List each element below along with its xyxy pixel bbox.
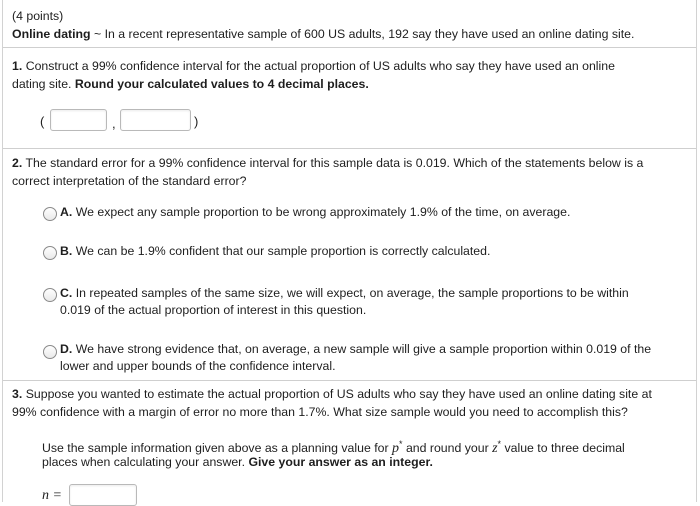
q2-option-b-letter: B.: [60, 244, 73, 258]
divider: [3, 380, 696, 381]
q2-option-a-letter: A.: [60, 205, 73, 219]
q2-option-c-text-line1: In repeated samples of the same size, we will expect, on average, the sample proportions to be within: [75, 286, 629, 300]
q2-option-d-text-line1: We have strong evidence that, on average, a new sample will give a sample proportion within 0.019 of the: [75, 342, 652, 356]
q2-option-a-text: We expect any sample proportion to be wrong approximately 1.9% of the time, on average.: [75, 205, 571, 219]
q3-text-line1: Suppose you wanted to estimate the actual proportion of US adults who say they have used an online dating site at: [25, 387, 652, 401]
q3-prompt-line2: 99% confidence with a margin of error no more than 1.7%. What size sample would you need to accomplish this?: [12, 405, 628, 419]
q2-prompt-line2: correct interpretation of the standard error?: [12, 174, 247, 188]
p-symbol: p: [392, 441, 399, 457]
q1-open-paren: (: [40, 114, 45, 129]
topic-text: In a recent representative sample of 600 US adults, 192 say they have used an online dating site.: [104, 27, 635, 41]
q3-instr-part3: value to three decimal: [504, 441, 625, 456]
q1-close-paren: ): [194, 114, 199, 129]
q1-prompt-line2: [12, 76, 369, 93]
q3-instr-part2: and round your: [405, 441, 489, 456]
z-star: *: [497, 439, 502, 449]
q3-prompt-line1: [12, 386, 652, 403]
q2-option-a[interactable]: [60, 204, 570, 221]
q2-number: 2.: [12, 156, 23, 170]
q2-option-d-radio[interactable]: [43, 345, 57, 359]
q2-option-d[interactable]: [60, 341, 651, 358]
q1-comma: ,: [112, 116, 116, 131]
q2-option-d-text-line2: lower and upper bounds of the confidence interval.: [60, 359, 336, 373]
q2-prompt-line1: [12, 155, 643, 172]
topic-line: [12, 26, 634, 43]
q3-sample-size-input[interactable]: [69, 484, 137, 506]
q2-option-d-letter: D.: [60, 342, 73, 356]
q2-option-b-text: We can be 1.9% confident that our sample proportion is correctly calculated.: [75, 244, 491, 258]
q2-option-c[interactable]: [60, 285, 629, 302]
q3-integer-instruction: Give your answer as an integer.: [248, 455, 433, 469]
q3-instruction-line2: [42, 454, 433, 471]
q3-instr-part1: Use the sample information given above as a planning value for: [42, 441, 389, 456]
q1-number: 1.: [12, 59, 23, 73]
q2-option-b-radio[interactable]: [43, 246, 57, 260]
z-symbol: z: [492, 441, 498, 457]
q2-text-line1: The standard error for a 99% confidence interval for this sample data is 0.019. Which of the statements below is a: [25, 156, 644, 170]
q1-text-line2: dating site.: [12, 77, 72, 91]
points-label: (4 points): [12, 9, 64, 23]
q2-option-c-text-line2: 0.019 of the actual proportion of interest in this question.: [60, 303, 367, 317]
divider: [3, 148, 696, 149]
q3-instr-line2-plain: places when calculating your answer.: [42, 455, 246, 469]
q3-number: 3.: [12, 387, 23, 401]
q2-option-c-letter: C.: [60, 286, 73, 300]
q2-option-c-radio[interactable]: [43, 288, 57, 302]
q1-rounding-instruction: Round your calculated values to 4 decimal places.: [74, 77, 369, 91]
topic-title: Online dating: [12, 27, 91, 41]
q1-text-line1: Construct a 99% confidence interval for the actual proportion of US adults who say they have used an online: [25, 59, 615, 73]
q2-option-a-radio[interactable]: [43, 207, 57, 221]
topic-separator: ~: [93, 27, 102, 41]
q1-prompt-line1: [12, 58, 615, 75]
n-label: n =: [42, 488, 62, 503]
p-star: *: [399, 439, 403, 449]
q2-option-b[interactable]: [60, 243, 490, 260]
q1-upper-bound-input[interactable]: [120, 109, 191, 131]
divider: [3, 47, 696, 48]
q1-lower-bound-input[interactable]: [50, 109, 107, 131]
